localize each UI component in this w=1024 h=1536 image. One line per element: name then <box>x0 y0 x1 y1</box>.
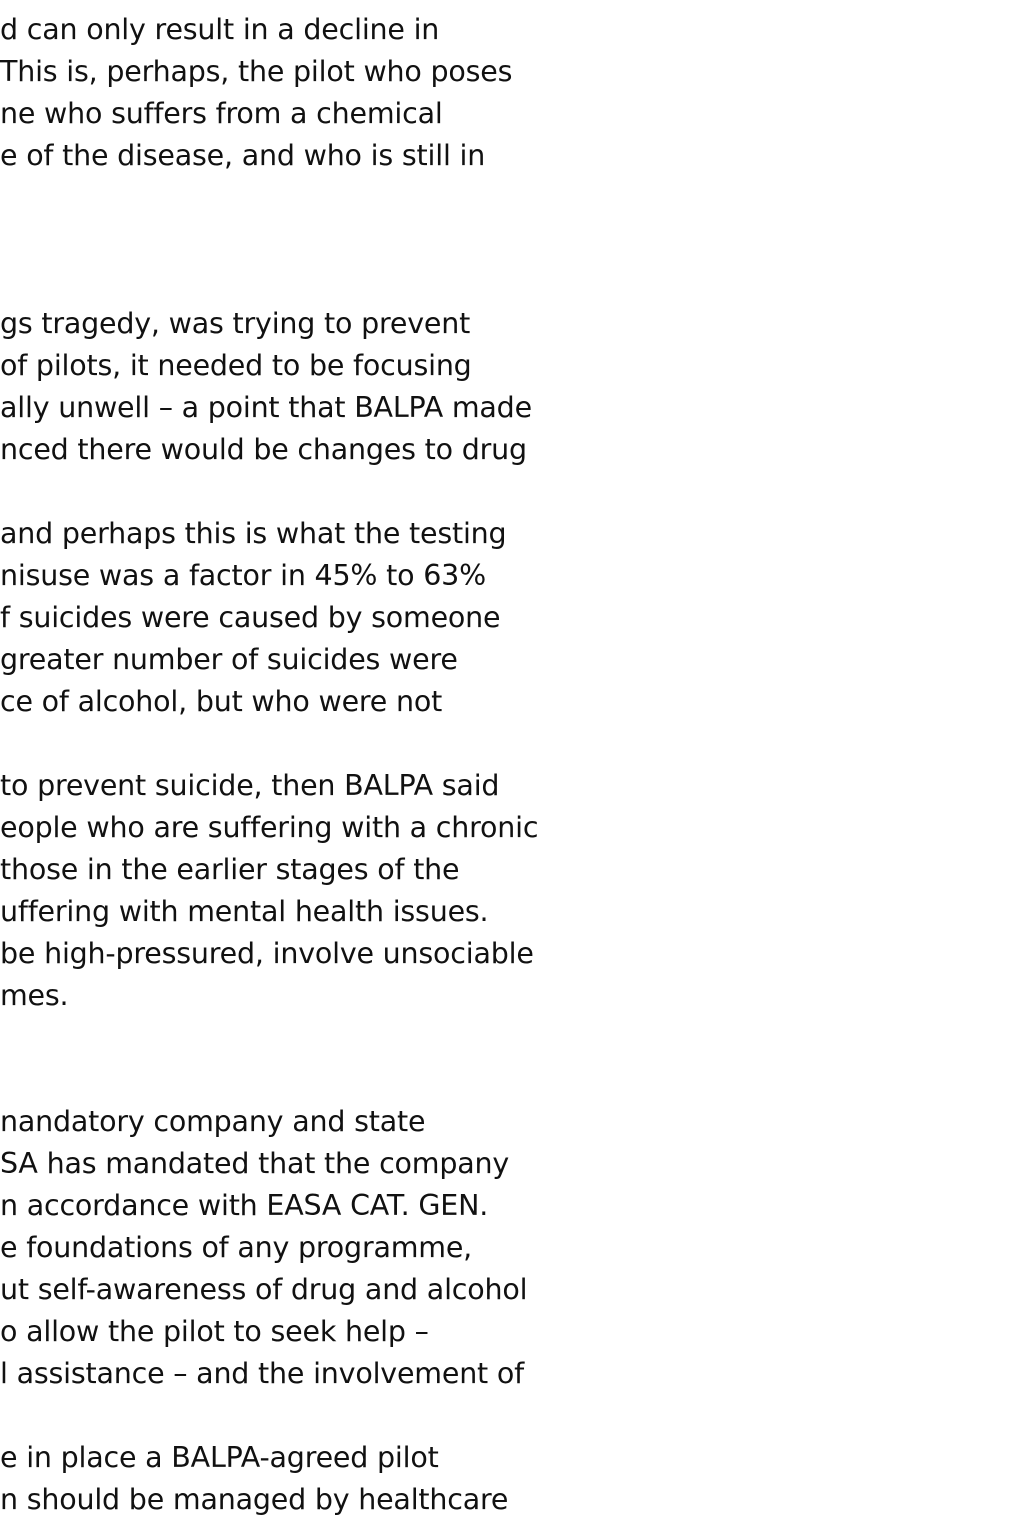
text-line: ne who suffers from a chemical <box>0 97 443 130</box>
text-line: eople who are suffering with a chronic <box>0 811 539 844</box>
text-line: ut self-awareness of drug and alcohol <box>0 1273 528 1306</box>
text-line: ce of alcohol, but who were not <box>0 685 443 718</box>
text-line: mes. <box>0 979 69 1012</box>
text-line: d can only result in a decline in <box>0 13 440 46</box>
text-line: l assistance – and the involvement of <box>0 1357 524 1390</box>
text-line: n accordance with EASA CAT. GEN. <box>0 1189 489 1222</box>
text-line: e in place a BALPA-agreed pilot <box>0 1441 439 1474</box>
text-line: gs tragedy, was trying to prevent <box>0 307 471 340</box>
text-line: be high-pressured, involve unsociable <box>0 937 534 970</box>
text-line: nced there would be changes to drug <box>0 433 527 466</box>
text-line: SA has mandated that the company <box>0 1147 510 1180</box>
text-line: This is, perhaps, the pilot who poses <box>0 55 513 88</box>
text-line: n should be managed by healthcare <box>0 1483 509 1516</box>
text-line: uffering with mental health issues. <box>0 895 489 928</box>
text-line: o allow the pilot to seek help – <box>0 1315 429 1348</box>
text-line: nisuse was a factor in 45% to 63% <box>0 559 486 592</box>
text-line: e of the disease, and who is still in <box>0 139 486 172</box>
text-line: e foundations of any programme, <box>0 1231 473 1264</box>
text-line: greater number of suicides were <box>0 643 458 676</box>
text-line: f suicides were caused by someone <box>0 601 501 634</box>
text-line: of pilots, it needed to be focusing <box>0 349 472 382</box>
text-line: nandatory company and state <box>0 1105 426 1138</box>
text-line: those in the earlier stages of the <box>0 853 460 886</box>
text-line: to prevent suicide, then BALPA said <box>0 769 500 802</box>
text-line: and perhaps this is what the testing <box>0 517 507 550</box>
text-line: ally unwell – a point that BALPA made <box>0 391 532 424</box>
